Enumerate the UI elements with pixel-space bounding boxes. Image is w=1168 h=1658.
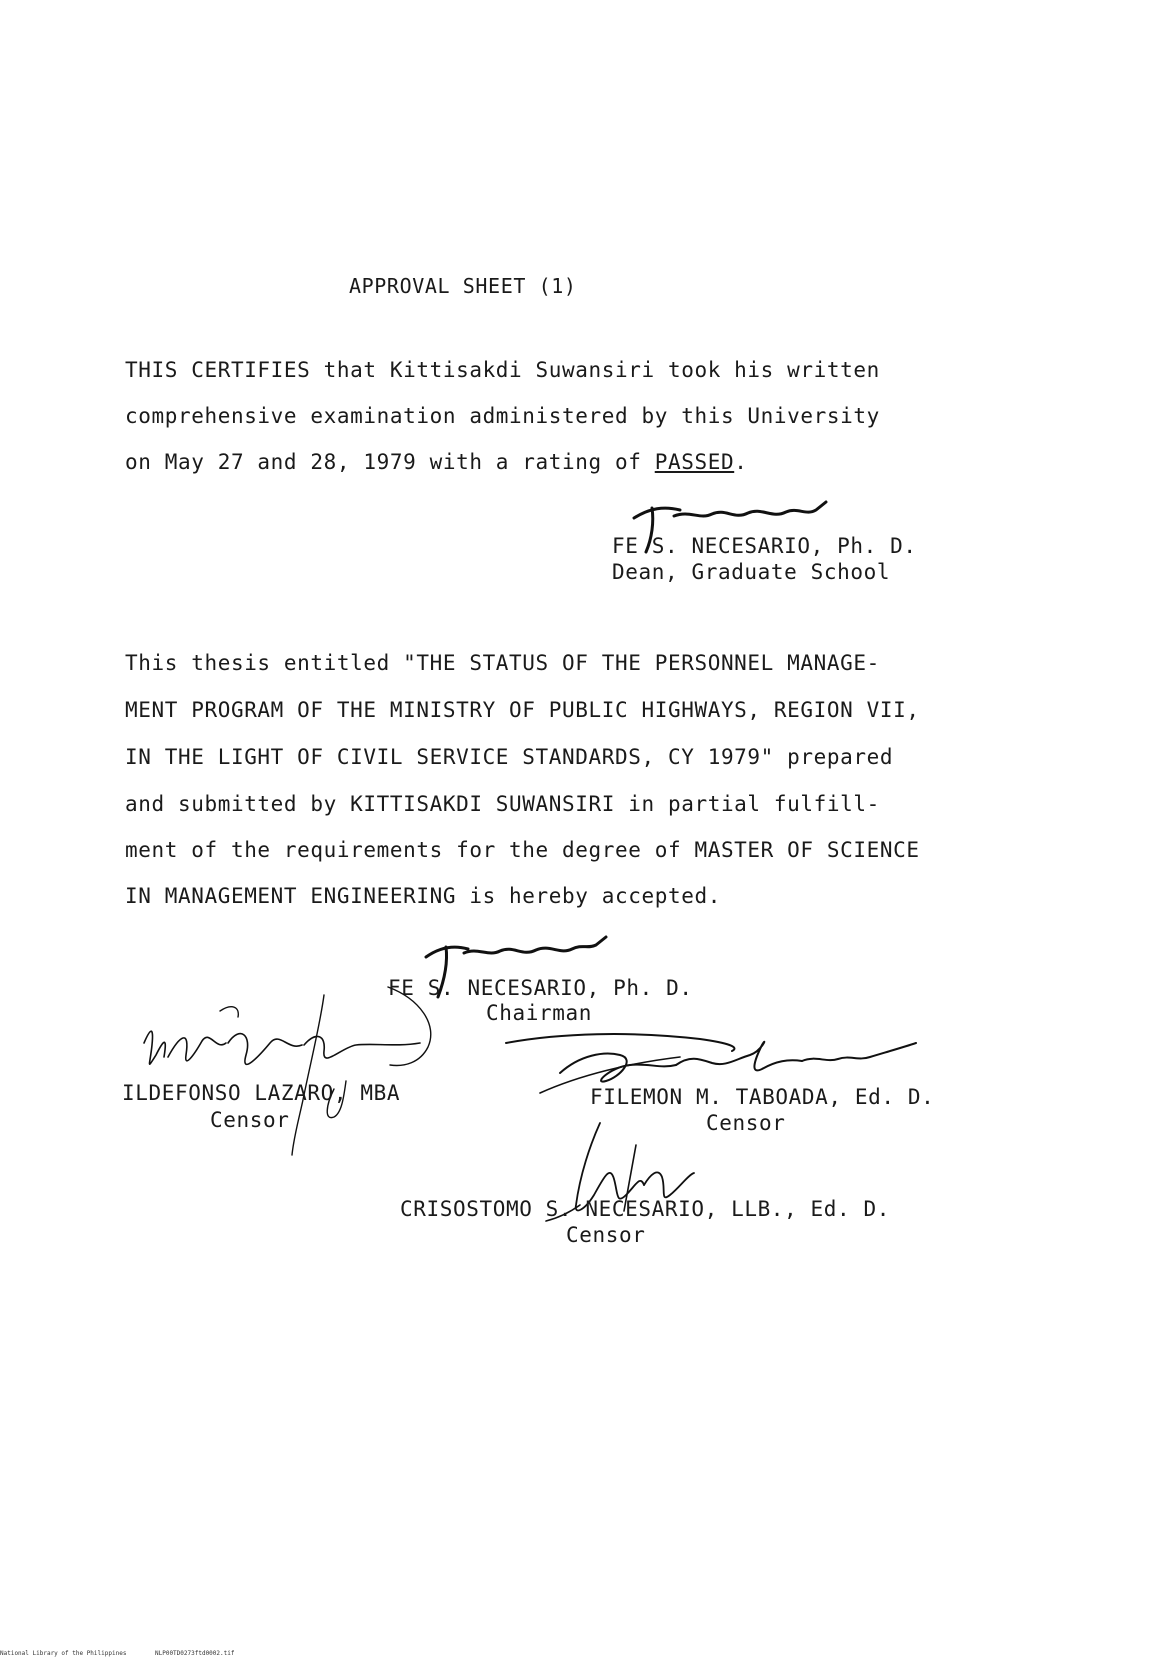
certification-line-3-suffix: .	[734, 450, 748, 474]
left-censor-role: Censor	[210, 1108, 290, 1132]
scan-footer-file: NLP00TD0273ftd0002.tif	[155, 1650, 235, 1657]
bottom-censor-role: Censor	[566, 1223, 646, 1247]
acceptance-line-3: IN THE LIGHT OF CIVIL SERVICE STANDARDS, CY 1979" prepared	[125, 745, 894, 769]
left-censor-signature	[120, 985, 480, 1165]
acceptance-line-5: ment of the requirements for the degree of MASTER OF SCIENCE	[125, 838, 920, 862]
dean-name: FE S. NECESARIO, Ph. D.	[612, 534, 917, 558]
acceptance-line-2: MENT PROGRAM OF THE MINISTRY OF PUBLIC HIGHWAYS, REGION VII,	[125, 698, 920, 722]
certification-line-1: THIS CERTIFIES that Kittisakdi Suwansiri took his written	[125, 358, 880, 382]
dean-title: Dean, Graduate School	[612, 560, 891, 584]
bottom-censor-name: CRISOSTOMO S. NECESARIO, LLB., Ed. D.	[400, 1197, 890, 1221]
acceptance-line-4: and submitted by KITTISAKDI SUWANSIRI in partial fulfill-	[125, 792, 880, 816]
chairman-name: FE S. NECESARIO, Ph. D.	[388, 976, 693, 1000]
certification-line-2: comprehensive examination administered by this University	[125, 404, 880, 428]
document-title: APPROVAL SHEET (1)	[349, 274, 577, 298]
left-censor-name: ILDEFONSO LAZARO, MBA	[122, 1081, 401, 1105]
certification-line-3-prefix: on May 27 and 28, 1979 with a rating of	[125, 450, 655, 474]
scan-footer-library: National Library of the Philippines	[0, 1650, 127, 1657]
rating-value: PASSED	[654, 450, 735, 474]
chairman-role: Chairman	[486, 1001, 592, 1025]
right-censor-name: FILEMON M. TABOADA, Ed. D.	[590, 1085, 935, 1109]
acceptance-line-1: This thesis entitled "THE STATUS OF THE PERSONNEL MANAGE-	[125, 651, 880, 675]
acceptance-line-6: IN MANAGEMENT ENGINEERING is hereby accepted.	[125, 884, 721, 908]
certification-line-3	[125, 452, 747, 473]
right-censor-role: Censor	[706, 1111, 786, 1135]
